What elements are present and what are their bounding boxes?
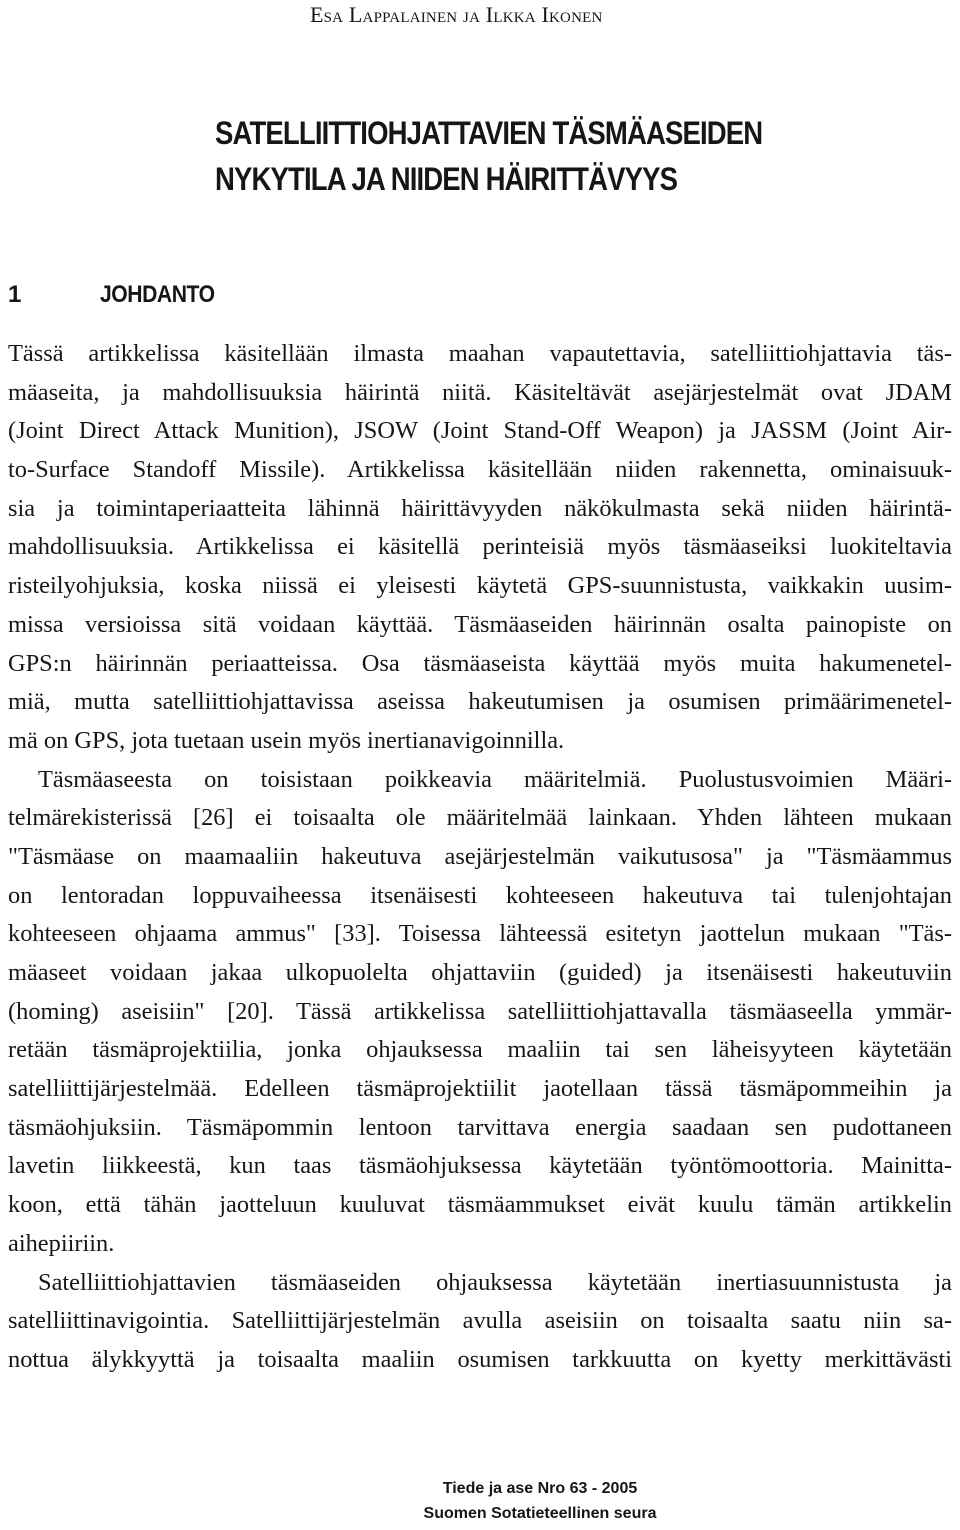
text-line: (homing) aseisiin" [20]. Tässä artikkelissa satelliittiohjattavalla täsmäaseella ymmär-: [8, 997, 952, 1025]
text-line: Satelliittiohjattavien täsmäaseiden ohjauksessa käytetään inertiasuunnistusta ja: [38, 1268, 952, 1296]
text-line: nottua älykkyyttä ja toisaalta maaliin osumisen tarkkuutta on kyetty merkittävästi: [8, 1345, 952, 1373]
text-line: täsmäohjuksiin. Täsmäpommin lentoon tarvittava energia saadaan sen pudottaneen: [8, 1113, 952, 1141]
text-line: Tässä artikkelissa käsitellään ilmasta maahan vapautettavia, satelliittiohjattavia täs-: [8, 340, 952, 367]
text-line: miä, mutta satelliittiohjattavissa aseissa hakeutumisen ja osumisen primäärimenetel-: [8, 688, 952, 716]
text-line: (Joint Direct Attack Munition), JSOW (Joint Stand-Off Weapon) ja JASSM (Joint Air-: [8, 417, 952, 445]
text-line: mäaseet voidaan jakaa ulkopuolelta ohjattaviin (guided) ja itsenäisesti hakeutuviin: [8, 959, 952, 986]
title-line-1: SATELLIITTIOHJATTAVIEN TÄSMÄASEIDEN: [215, 115, 763, 151]
text-line: telmärekisterissä [26] ei toisaalta ole määritelmää lainkaan. Yhden lähteen mukaan: [8, 804, 952, 832]
page-footer: [0, 1476, 960, 1526]
text-line: lavetin liikkeestä, kun taas täsmäohjuksessa käytetään työntömoottoria. Mainitta-: [8, 1152, 952, 1180]
text-line: mahdollisuuksia. Artikkelissa ei käsitellä perinteisiä myös täsmäaseiksi luokiteltavia: [8, 533, 952, 561]
paragraph: [8, 335, 952, 761]
text-line: to-Surface Standoff Missile). Artikkelissa käsitellään niiden rakennetta, ominaisuuk-: [8, 456, 952, 484]
text-line: mä on GPS, jota tuetaan usein myös inertianavigoinnilla.: [8, 726, 565, 754]
running-head: Esa Lappalainen ja Ilkka Ikonen: [310, 2, 603, 27]
paragraph: [8, 761, 952, 1264]
text-line: "Täsmäase on maamaaliin hakeutuva asejärjestelmän vaikutusosa" ja "Täsmäammus: [8, 842, 952, 870]
body-text: [8, 335, 952, 1380]
text-line: GPS:n häirinnän periaatteissa. Osa täsmäaseista käyttää myös muita hakumenetel-: [8, 649, 952, 677]
text-line: satelliittinavigointia. Satelliittijärjestelmän avulla aseisiin on toisaalta saatu niin sa-: [8, 1307, 952, 1335]
text-line: missa versioissa sitä voidaan käyttää. Täsmäaseiden häirinnän osalta painopiste on: [8, 610, 952, 638]
article-title: [215, 110, 763, 202]
paragraph: [8, 1264, 952, 1380]
section-number: 1: [8, 281, 21, 308]
text-line: Täsmäaseesta on toisistaan poikkeavia määritelmiä. Puolustusvoimien Määri-: [38, 765, 952, 793]
text-line: koon, että tähän jaotteluun kuuluvat täsmäammukset eivät kuulu tämän artikkelin: [8, 1191, 952, 1219]
text-line: sia ja toimintaperiaatteita lähinnä häirittävyyden näkökulmasta sekä niiden häirintä-: [8, 494, 952, 522]
text-line: kohteeseen ohjaama ammus" [33]. Toisessa lähteessä esitetyn jaottelun mukaan "Täs-: [8, 920, 952, 948]
text-line: aihepiiriin.: [8, 1229, 115, 1257]
text-line: retään täsmäprojektiilia, jonka ohjauksessa maaliin tai sen läheisyyteen käytetään: [8, 1036, 952, 1064]
section-heading: [8, 281, 230, 309]
footer-publisher: Suomen Sotatieteellinen seura: [423, 1505, 657, 1522]
text-line: risteilyohjuksia, koska niissä ei yleisesti käytetä GPS-suunnistusta, vaikkakin uusim-: [8, 572, 952, 600]
text-line: on lentoradan loppuvaiheessa itsenäisesti kohteeseen hakeutuva tai tulenjohtajan: [8, 881, 952, 909]
title-line-2: NYKYTILA JA NIIDEN HÄIRITTÄVYYS: [215, 161, 678, 197]
text-line: mäaseita, ja mahdollisuuksia häirintä niitä. Käsiteltävät asejärjestelmät ovat JDAM: [8, 378, 952, 406]
footer-journal: Tiede ja ase Nro 63 - 2005: [442, 1480, 638, 1497]
text-line: satelliittijärjestelmää. Edelleen täsmäprojektiilit jaotellaan tässä täsmäpommeihin ja: [8, 1075, 952, 1103]
section-label: JOHDANTO: [100, 281, 215, 308]
